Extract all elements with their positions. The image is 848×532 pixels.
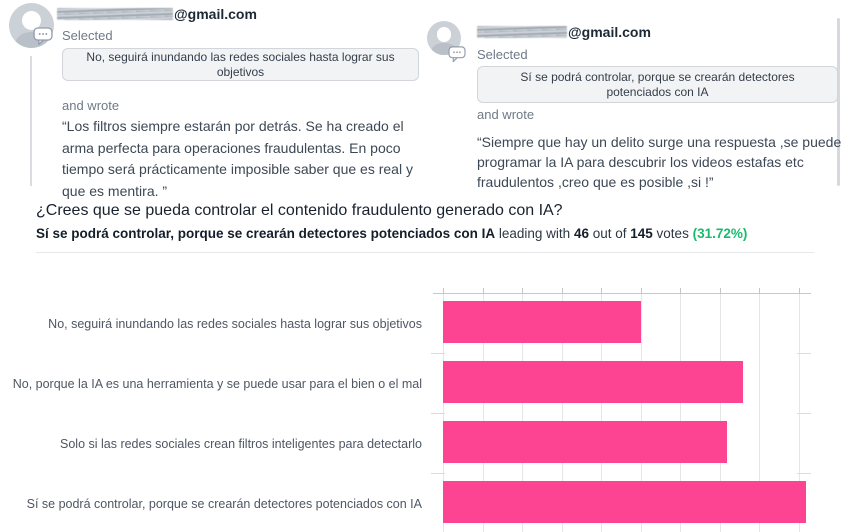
chart-category-label: Sí se podrá controlar, porque se crearán detectores potenciados con IA: [26, 497, 422, 511]
axis-tick-mark: [483, 288, 484, 293]
axis-tick-mark: [720, 288, 721, 293]
axis-tick-mark: [759, 288, 760, 293]
comment-quote-text: “Siempre que hay un delito surge una respuesta ,se puede programar la IA para descubrir los videos estafas etc fraudulentos ,creo que es posible ,si !”: [477, 134, 842, 190]
axis-tick-mark: [680, 288, 681, 293]
chart-plot-area: [443, 294, 848, 532]
votes-label: votes: [652, 226, 693, 241]
user-email-domain: @gmail.com: [174, 6, 257, 22]
axis-tick-mark: [601, 288, 602, 293]
row-boundary-tick: [431, 353, 445, 354]
user-email-domain: @gmail.com: [568, 24, 651, 40]
row-boundary-tick: [431, 473, 445, 474]
and-wrote-label: and wrote: [477, 107, 535, 122]
axis-tick-mark: [641, 288, 642, 293]
chart-category-labels: [0, 294, 433, 532]
leading-votes-count: 46: [573, 226, 589, 241]
total-votes-count: 145: [630, 226, 653, 241]
out-of-label: out of: [588, 226, 631, 241]
section-divider: [36, 252, 814, 253]
comment-bubble-icon: [448, 46, 466, 63]
redacted-email-name: [57, 8, 173, 20]
comment-thread-line: [30, 56, 32, 186]
chart-bar: [443, 421, 727, 463]
chart-bar: [443, 301, 641, 343]
leading-answer-text: Sí se podrá controlar, porque se crearán detectores potenciados con IA: [36, 226, 496, 241]
chart-category-label: Solo si las redes sociales crean filtros inteligentes para detectarlo: [60, 437, 422, 451]
redacted-email-name: [477, 26, 567, 38]
axis-tick-mark: [443, 288, 444, 293]
selected-label: Selected: [477, 47, 528, 62]
row-boundary-tick: [431, 413, 445, 414]
comment-quote-text: “Los filtros siempre estarán por detrás. Se ha creado el arma perfecta para operaciones fraudulentas. En poco tiempo será prácticamente imposible saber que es real y que es mentira. ”: [62, 118, 413, 199]
poll-leading-summary: [36, 226, 826, 241]
axis-tick-mark: [799, 288, 800, 293]
row-boundary-tick: [797, 473, 811, 474]
avatar-head-shape: [437, 27, 452, 42]
axis-tick-mark: [562, 288, 563, 293]
chart-bar: [443, 481, 806, 523]
row-boundary-tick: [797, 413, 811, 414]
row-boundary-tick: [797, 353, 811, 354]
selected-label: Selected: [62, 28, 113, 43]
selected-answer-badge: No, seguirá inundando las redes sociales hasta lograr sus objetivos: [62, 48, 419, 81]
selected-answer-badge: Sí se podrá controlar, porque se crearán detectores potenciados con IA: [477, 66, 838, 103]
comment-bubble-icon: [33, 27, 53, 46]
chart-bar: [443, 361, 743, 403]
chart-category-label: No, porque la IA es una herramienta y se puede usar para el bien o el mal: [12, 377, 422, 391]
poll-question-title: ¿Crees que se pueda controlar el contenido fraudulento generado con IA?: [36, 202, 563, 219]
leading-percent: (31.72%): [692, 226, 748, 241]
chart-category-label: No, seguirá inundando las redes sociales hasta lograr sus objetivos: [48, 317, 422, 331]
leading-with-label: leading with: [495, 226, 574, 241]
and-wrote-label: and wrote: [62, 98, 120, 113]
axis-tick-mark: [522, 288, 523, 293]
